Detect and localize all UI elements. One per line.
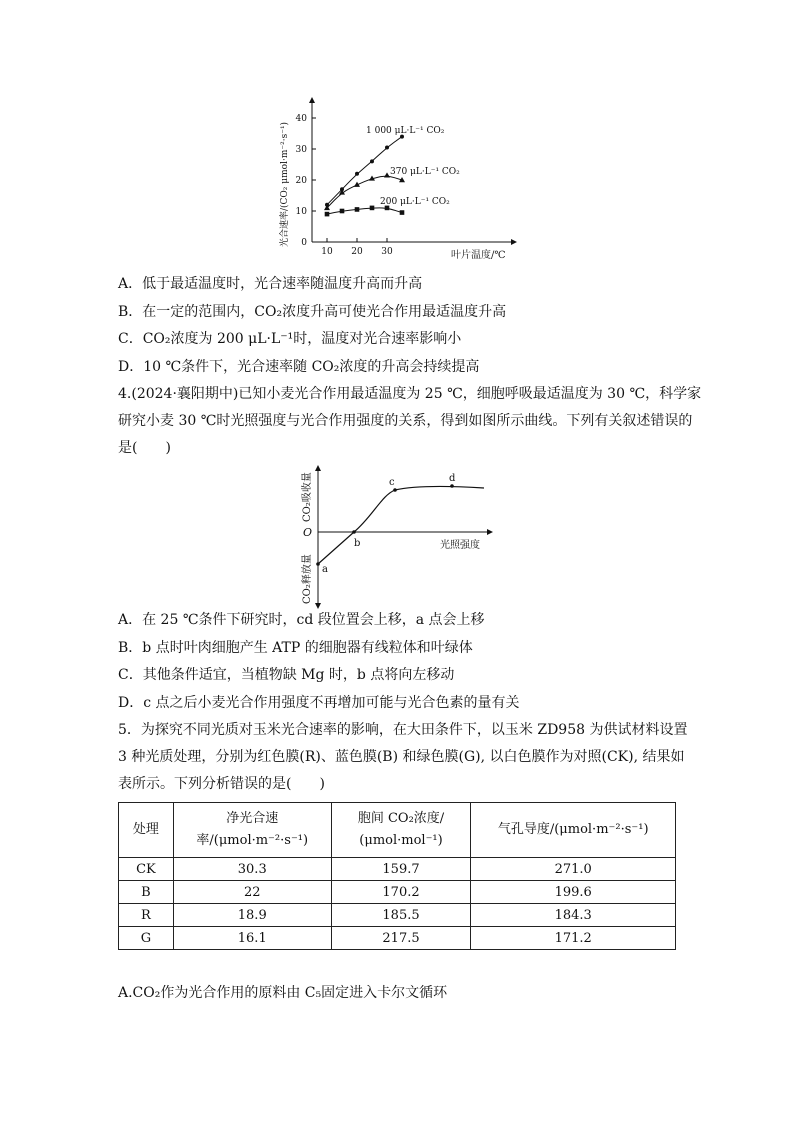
cell: 159.7 [331, 858, 471, 881]
y-label-top: CO₂吸收量 [302, 472, 313, 522]
label-b: b [354, 538, 361, 549]
curve [318, 486, 484, 564]
table-row [119, 904, 676, 927]
header-co2-line2: (μmol·mol⁻¹) [359, 833, 443, 848]
label-a: a [322, 564, 328, 575]
cell: 184.3 [471, 904, 676, 927]
cell: 30.3 [173, 858, 331, 881]
data-point [385, 145, 389, 149]
q4-stem-line3: 是( ) [118, 440, 171, 456]
q3-option-d: D．10 ℃条件下，光合速率随 CO₂浓度的升高会持续提高 [118, 359, 480, 375]
cell: 217.5 [331, 927, 471, 950]
q5-stem-line3: 表所示。下列分析错误的是( ) [118, 776, 325, 792]
table-header-row [119, 803, 676, 858]
q5-stem-line1: 5．为探究不同光质对玉米光合速率的影响，在大田条件下，以玉米 ZD958 为供试材料设置 [118, 722, 688, 738]
point-d [450, 484, 454, 488]
results-table [118, 802, 676, 950]
point-c [393, 488, 397, 492]
q5-option-a: A.CO₂作为光合作用的原料由 C₅固定进入卡尔文循环 [118, 985, 448, 1001]
y-tick-label: 30 [295, 145, 307, 155]
cell: 170.2 [331, 881, 471, 904]
q4-option-a: A．在 25 ℃条件下研究时，cd 段位置会上移，a 点会上移 [118, 612, 485, 628]
data-point [370, 159, 374, 163]
data-point [325, 212, 330, 217]
y-tick-label: 40 [295, 114, 307, 124]
data-point [355, 207, 360, 212]
data-point [340, 209, 345, 214]
header-treatment: 处理 [119, 803, 174, 858]
label-c: c [389, 477, 395, 488]
cell: 171.2 [471, 927, 676, 950]
light-intensity-chart [292, 462, 502, 610]
x-tick-label: 10 [321, 247, 333, 257]
q5-stem-line2: 3 种光质处理，分别为红色膜(R)、蓝色膜(B) 和绿色膜(G), 以白色膜作为对照(CK), 结果如 [118, 749, 685, 765]
point-a [316, 562, 320, 566]
q4-option-d: D．c 点之后小麦光合作用强度不再增加可能与光合色素的量有关 [118, 695, 520, 711]
q4-option-c: C．其他条件适宜，当植物缺 Mg 时，b 点将向左移动 [118, 667, 455, 683]
label-d: d [449, 473, 456, 484]
x-axis-label: 叶片温度/℃ [451, 250, 506, 261]
cell: B [119, 881, 174, 904]
q4-option-b: B．b 点时叶肉细胞产生 ATP 的细胞器有线粒体和叶绿体 [118, 640, 473, 656]
q3-option-a: A．低于最适温度时，光合速率随温度升高而升高 [118, 276, 423, 292]
y-axis-label: 光合速率/(CO₂ μmol·m⁻²·s⁻¹) [280, 121, 290, 247]
data-point [355, 172, 359, 176]
header-net-rate: 净光合速率/(μmol·m⁻²·s⁻¹) [173, 803, 331, 858]
x-tick-label: 20 [351, 247, 363, 257]
cell: 18.9 [173, 904, 331, 927]
cell: R [119, 904, 174, 927]
cell: 199.6 [471, 881, 676, 904]
temperature-co2-chart [270, 92, 530, 264]
data-point [370, 206, 375, 211]
cell: CK [119, 858, 174, 881]
y-tick-label: 0 [301, 238, 307, 248]
point-b [352, 530, 356, 534]
q4-stem-line2: 研究小麦 30 ℃时光照强度与光合作用强度的关系，得到如图所示曲线。下列有关叙述错误的 [118, 413, 693, 429]
q4-stem-line1: 4.(2024·襄阳期中)已知小麦光合作用最适温度为 25 ℃，细胞呼吸最适温度为 30 ℃，科学家 [118, 386, 702, 402]
series-label-370: 370 μL·L⁻¹ CO₂ [390, 167, 460, 177]
series-label-200: 200 μL·L⁻¹ CO₂ [380, 197, 450, 207]
cell: 16.1 [173, 927, 331, 950]
header-co2 [331, 803, 471, 858]
table-row [119, 858, 676, 881]
header-co2-line1: 胞间 CO₂浓度/ [357, 811, 445, 826]
cell: 22 [173, 881, 331, 904]
y-label-bottom: CO₂释放量 [302, 554, 313, 604]
cell: 271.0 [471, 858, 676, 881]
header-conductance: 气孔导度/(μmol·m⁻²·s⁻¹) [471, 803, 676, 858]
y-tick-label: 20 [295, 176, 307, 186]
x-tick-label: 30 [381, 247, 393, 257]
origin-label: O [303, 526, 313, 539]
table-row [119, 927, 676, 950]
cell: 185.5 [331, 904, 471, 927]
series-label-1000: 1 000 μL·L⁻¹ CO₂ [366, 126, 445, 136]
x-axis-label: 光照强度 [440, 540, 480, 551]
y-tick-label: 10 [295, 207, 307, 217]
cell: G [119, 927, 174, 950]
q3-option-b: B．在一定的范围内，CO₂浓度升高可使光合作用最适温度升高 [118, 304, 507, 320]
series-line-2 [327, 208, 402, 214]
data-point [400, 210, 405, 215]
q3-option-c: C．CO₂浓度为 200 μL·L⁻¹时，温度对光合速率影响小 [118, 331, 462, 347]
table-row [119, 881, 676, 904]
